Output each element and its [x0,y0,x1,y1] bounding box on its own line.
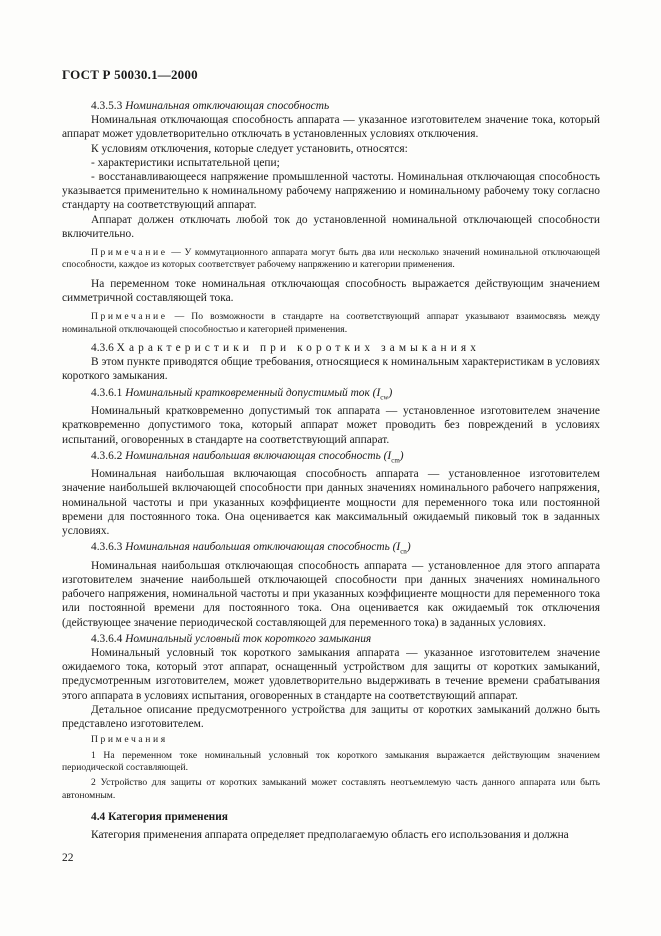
section-number: 4.3.5.3 [91,100,123,112]
symbol-subscript: cw [380,392,389,401]
notes-label: Примечания [91,734,168,746]
paragraph: Аппарат должен отключать любой ток до установленной номинальной отключающей способности включительно. [62,213,600,240]
list-item: - восстанавливающееся напряжение промышленной частоты. Номинальная отключающая способность указывается применительно к номинальному рабочему напряжению и номинальному рабочему току согласно стандарту на соответствующий аппарат. [62,171,600,212]
symbol: I [396,541,401,554]
section-title-close: ) [388,386,393,399]
paragraph: Номинальная наибольшая отключающая способность аппарата — установленное для этого аппарата изготовителем значение наибольшей отключающей способности при данных значениях номинального рабочего напряжения, номинальной частоты и при указанных коэффициенте мощности для переменного тока или постоянной времени для постоянного тока. Она оценивается как ожидаемый ток отключения (действующее значение периодической составляющей для переменного тока) в заданных условиях. [62,559,600,629]
paragraph: Номинальный кратковременно допустимый ток аппарата — установленное изготовителем значение кратковременно допустимого тока, который аппарат может проводить без повреждений в условиях испытаний, оговоренных в стандарте на соответствующий аппарат. [62,405,600,446]
section-4-3-6-2-heading [62,449,600,467]
note: 2 Устройство для защиты от коротких замыканий может составлять неотъемлемую часть данного аппарата или быть автономным. [62,777,600,801]
section-number: 4.3.6.1 [91,386,123,399]
section-4-4-heading [62,810,600,824]
section-title: Номинальный условный ток короткого замыкания [125,632,372,645]
paragraph: Детальное описание предусмотренного устройства для защиты от коротких замыканий должно быть представлено изготовителем. [62,703,600,730]
section-4-3-6-3-heading [62,540,600,558]
symbol: I [387,449,392,462]
section-4-3-6-4-heading [62,632,600,646]
section-number: 4.3.6.3 [91,541,123,554]
paragraph: Номинальный условный ток короткого замыкания аппарата — указанное изготовителем значение ожидаемого тока, который этот аппарат, оснащенный устройством для защиты от коротких замыканий, предусмотренным изготовителем, может удовлетворительно выдерживать в течение времени срабатывания этого аппарата в условиях испытания, оговоренных в стандарте на соответствующий аппарат. [62,646,600,702]
section-number: 4.3.6 [91,342,114,355]
list-item: - характеристики испытательной цепи; [91,156,280,169]
section-title: Номинальная наибольшая отключающая способность ( [125,541,397,554]
paragraph: К условиям отключения, которые следует установить, относятся: [91,142,408,155]
section-title: Номинальный кратковременный допустимый ток ( [125,386,377,399]
section-4-3-6-heading [62,341,600,355]
symbol-subscript: cn [400,547,407,556]
section-number: 4.4 [91,811,106,824]
section-title: Характеристики при коротких замыканиях [116,342,481,355]
document-body [62,97,600,843]
note: 1 На переменном токе номинальный условный ток короткого замыкания выражается действующим значением периодической составляющей. [62,749,600,773]
symbol: I [376,386,381,399]
paragraph: В этом пункте приводятся общие требования, относящиеся к номинальным характеристикам в условиях короткого замыкания. [62,356,600,383]
section-4-3-6-1-heading [62,386,600,404]
note [62,311,600,336]
section-number: 4.3.6.2 [91,449,123,462]
section-title: Номинальная наибольшая включающая способность ( [125,449,388,462]
section-number: 4.3.6.4 [91,632,123,645]
note-label: Примечание [91,311,168,323]
paragraph: Номинальная отключающая способность аппарата — указанное изготовителем значение тока, который аппарат может удовлетворительно отключать в установленных условиях отключения. [62,114,600,141]
note-text: — У коммутационного аппарата могут быть два или несколько значений номинальной отключающей способности, каждое из которых соответствует рабочему напряжению и категории применения. [62,247,600,271]
section-title-close: ) [406,541,411,554]
symbol-subscript: cm [391,456,400,465]
section-title: Номинальная отключающая способность [125,100,330,112]
note-text: — По возможности в стандарте на соответствующий аппарат указывают взаимосвязь между номинальной отключающей способностью и категорией применения. [62,311,600,335]
note [62,247,600,272]
section-title: Категория применения [108,811,228,824]
paragraph: На переменном токе номинальная отключающая способность выражается действующим значением симметричной составляющей тока. [62,277,600,305]
paragraph: Категория применения аппарата определяет предполагаемую область его использования и должна [91,829,569,842]
section-4-3-5-3-heading [62,99,600,113]
page-number: 22 [62,852,74,864]
paragraph: Номинальная наибольшая включающая способность аппарата — установленное изготовителем значение наибольшей включающей способности при данных значениях номинального рабочего напряжения, номинальной частоты и при указанных коэффициенте мощности для переменного тока или постоянной времени для постоянного тока. Она оценивается как максимальный ожидаемый пиковый ток в заданных условиях. [62,468,600,538]
note-label: Примечание [91,247,168,259]
section-title-close: ) [399,449,404,462]
document-header: ГОСТ Р 50030.1—2000 [62,67,198,82]
